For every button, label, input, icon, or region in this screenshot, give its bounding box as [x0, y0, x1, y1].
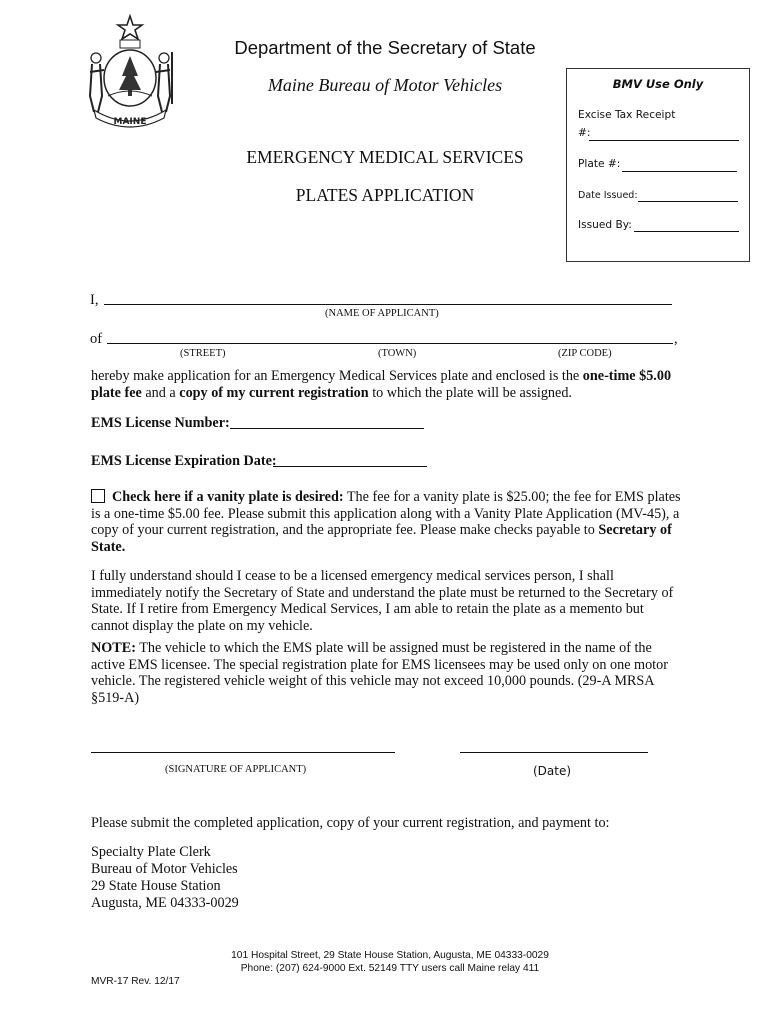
payee-text: Secretary of State. [91, 522, 672, 555]
street-caption: (STREET) [180, 348, 226, 359]
mailing-address [91, 844, 239, 912]
intro-text-end: to which the plate will be assigned. [368, 384, 572, 401]
note-text: The vehicle to which the EMS plate will be assigned must be registered in the name of the active EMS licensee. The special registration plate for EMS licensees may be used only on one motor vehicle. The registered vehicle weight of this vehicle may not exceed 10,000 pounds. (29-A MRSA §519-A) [91, 640, 668, 706]
form-title-line2: PLATES APPLICATION [295, 185, 475, 205]
bmv-use-only-box [566, 68, 750, 262]
plate-number-field[interactable] [622, 171, 737, 172]
application-statement [91, 368, 681, 401]
note-label: NOTE: [91, 640, 136, 656]
seal-text: MAINE [113, 117, 147, 127]
form-id: MVR-17 Rev. 12/17 [91, 976, 180, 987]
issued-by-label: Issued By: [578, 219, 632, 231]
town-caption: (TOWN) [378, 348, 417, 359]
understanding-paragraph: I fully understand should I cease to be a licensed emergency medical services person, I shall immediately notify the Secretary of State and understand the plate must be returned to the Secretary of State. If I retire from Emergency Medical Services, I am able to retain the plate as a memento but cannot display the plate on my vehicle. [91, 568, 674, 634]
address-line-2: Bureau of Motor Vehicles [91, 861, 238, 877]
date-field[interactable] [460, 752, 648, 753]
signature-caption: (SIGNATURE OF APPLICANT) [165, 764, 307, 775]
bmv-box-title: BMV Use Only [612, 77, 704, 91]
of-label: of [90, 331, 103, 347]
ems-license-number-field[interactable] [230, 428, 424, 429]
name-caption: (NAME OF APPLICANT) [325, 308, 439, 319]
address-line-4: Augusta, ME 04333-0029 [91, 895, 239, 911]
state-seal [80, 12, 180, 132]
footer-address: 101 Hospital Street, 29 State House Station, Augusta, ME 04333-0029 [231, 950, 549, 961]
vanity-plate-checkbox[interactable] [91, 489, 105, 503]
vanity-plate-text: The fee for a vanity plate is $25.00; the fee for EMS plates is a one-time $5.00 fee. Please submit this application along with a Vanity Plate Application (MV-45), a copy of your current registration, and the appropriate fee. Please make checks payable to [91, 489, 681, 539]
plate-fee-text: one-time $5.00 plate fee [91, 368, 672, 401]
address-line-3: 29 State House Station [91, 878, 221, 894]
excise-receipt-label: Excise Tax Receipt [578, 109, 676, 121]
applicant-name-field[interactable] [104, 304, 672, 305]
vanity-plate-paragraph [91, 489, 681, 555]
issued-by-field[interactable] [634, 231, 739, 232]
date-issued-field[interactable] [638, 201, 738, 202]
intro-text: hereby make application for an Emergency Medical Services plate and enclosed is the [91, 368, 583, 384]
maine-seal-icon [80, 12, 180, 132]
bureau-title: Maine Bureau of Motor Vehicles [267, 75, 503, 95]
footer-phone: Phone: (207) 624-9000 Ext. 52149 TTY users call Maine relay 411 [240, 963, 540, 974]
plate-number-label: Plate #: [578, 158, 621, 170]
applicant-address-field[interactable] [107, 343, 673, 344]
department-title: Department of the Secretary of State [234, 37, 536, 58]
registration-copy-text: copy of my current registration [179, 384, 369, 401]
ems-license-expiration-label: EMS License Expiration Date: [91, 453, 277, 469]
address-comma: , [674, 331, 678, 347]
intro-text-and: and a [141, 384, 180, 401]
note-paragraph [91, 640, 681, 706]
ems-license-number-label: EMS License Number: [91, 415, 230, 431]
signature-field[interactable] [91, 752, 395, 753]
excise-number-label: #: [578, 127, 591, 139]
vanity-plate-label: Check here if a vanity plate is desired: [112, 489, 344, 505]
address-line-1: Specialty Plate Clerk [91, 844, 211, 860]
i-label: I, [90, 292, 99, 308]
date-issued-label: Date Issued: [578, 190, 638, 201]
ems-license-expiration-field[interactable] [273, 466, 427, 467]
date-caption: (Date) [533, 764, 572, 778]
zip-caption: (ZIP CODE) [558, 348, 612, 359]
excise-number-field[interactable] [589, 140, 739, 141]
form-title-line1: EMERGENCY MEDICAL SERVICES [246, 147, 524, 167]
submit-instruction: Please submit the completed application, copy of your current registration, and payment to: [91, 815, 610, 831]
